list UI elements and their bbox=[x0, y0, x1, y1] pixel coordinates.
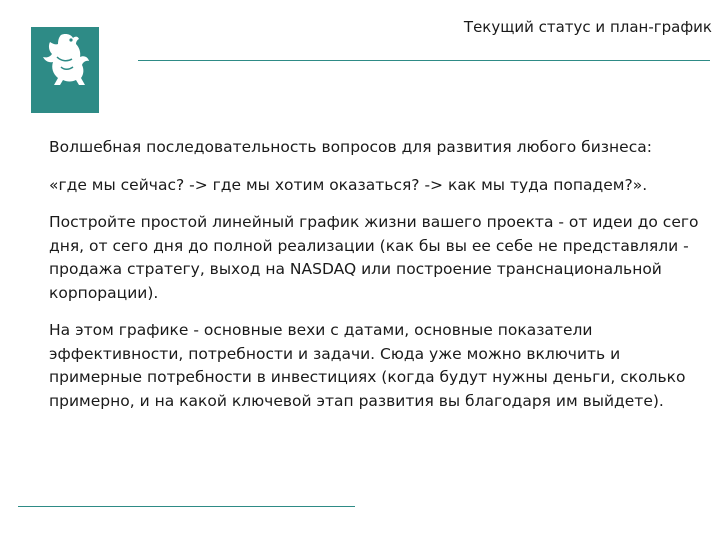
page-title: Текущий статус и план-график bbox=[463, 18, 712, 36]
paragraph-4: На этом графике - основные вехи с датами, основные показатели эффективности, потребности и задачи. Сюда уже можно включить и примерные потребности в инвестициях (когда будут нужны деньги, сколько примерно, и на какой ключевой этап развития вы благодаря им выйдете). bbox=[49, 321, 686, 410]
title-divider bbox=[138, 60, 710, 61]
logo bbox=[31, 27, 99, 113]
paragraph-1: Волшебная последовательность вопросов для развития любого бизнеса: bbox=[49, 138, 652, 156]
paragraph-3: Постройте простой линейный график жизни вашего проекта - от идеи до сего дня, от сего дня до полной реализации (как бы вы ее себе не представляли - продажа стратегу, выход на NASDAQ или построение транснациональной корпорации). bbox=[49, 213, 699, 302]
footer-divider bbox=[18, 506, 355, 507]
main-content bbox=[49, 136, 709, 427]
paragraph-2: «где мы сейчас? -> где мы хотим оказаться? -> как мы туда попадем?». bbox=[49, 175, 648, 194]
griffin-logo-icon bbox=[31, 27, 99, 113]
